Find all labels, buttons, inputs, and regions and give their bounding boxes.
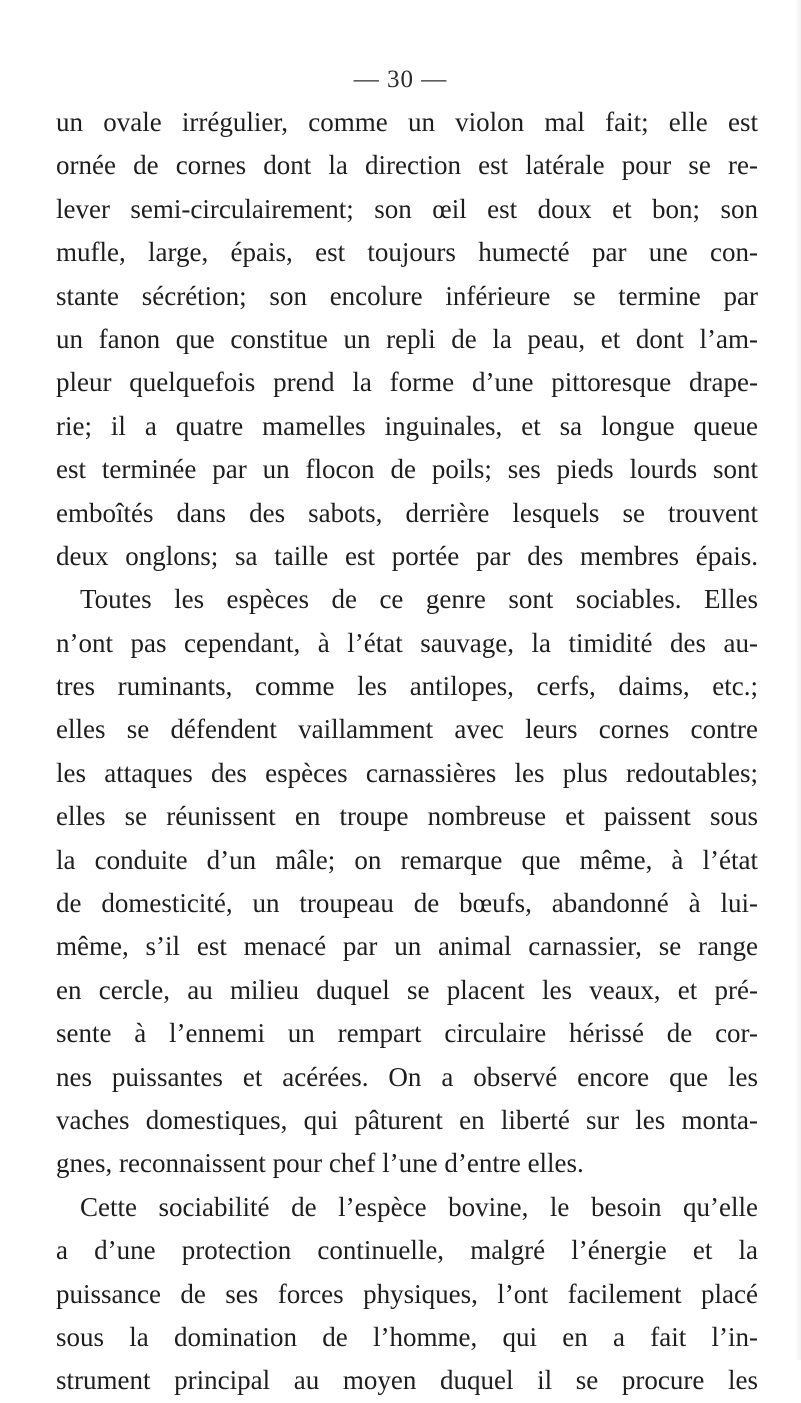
text-line: stante sécrétion; son encolure inférieure se termine par: [56, 280, 758, 311]
paragraph-start-line: Cette sociabilité de l’espèce bovine, le besoin qu’elle: [80, 1191, 758, 1222]
text-line: nes puissantes et acérées. On a observé encore que les: [56, 1061, 758, 1092]
page-edge-shadow: [795, 0, 801, 1360]
text-line: ornée de cornes dont la direction est latérale pour se re-: [56, 150, 758, 181]
text-line: deux onglons; sa taille est portée par des membres épais.: [56, 540, 758, 571]
text-line: les attaques des espèces carnassières les plus redoutables;: [56, 757, 758, 788]
text-line: est terminée par un flocon de poils; ses pieds lourds sont: [56, 454, 758, 485]
text-line: la conduite d’un mâle; on remarque que même, à l’état: [56, 844, 758, 875]
body-text: [56, 101, 758, 1403]
text-line: rie; il a quatre mamelles inguinales, et sa longue queue: [56, 410, 758, 441]
paragraph-start-line: Toutes les espèces de ce genre sont sociables. Elles: [80, 584, 758, 615]
text-line: vaches domestiques, qui pâturent en liberté sur les monta-: [56, 1104, 758, 1135]
text-line: emboîtés dans des sabots, derrière lesquels se trouvent: [56, 497, 758, 528]
text-line: en cercle, au milieu duquel se placent les veaux, et pré-: [56, 974, 758, 1005]
text-line: elles se réunissent en troupe nombreuse et paissent sous: [56, 801, 758, 832]
text-line: un ovale irrégulier, comme un violon mal fait; elle est: [56, 107, 758, 137]
text-line: tres ruminants, comme les antilopes, cerfs, daims, etc.;: [56, 671, 758, 702]
text-line: mufle, large, épais, est toujours humecté par une con-: [56, 237, 758, 268]
text-line: sous la domination de l’homme, qui en a fait l’in-: [56, 1321, 758, 1352]
text-line: même, s’il est menacé par un animal carnassier, se range: [56, 931, 758, 962]
text-line: pleur quelquefois prend la forme d’une pittoresque drape-: [56, 367, 758, 398]
text-line: strument principal au moyen duquel il se procure les: [56, 1365, 758, 1396]
text-line: a d’une protection continuelle, malgré l’énergie et la: [56, 1235, 758, 1266]
text-line: puissance de ses forces physiques, l’ont facilement placé: [56, 1278, 758, 1309]
text-line: de domesticité, un troupeau de bœufs, abandonné à lui-: [56, 888, 758, 919]
text-line: un fanon que constitue un repli de la peau, et dont l’am-: [56, 323, 758, 354]
text-line: lever semi-circulairement; son œil est doux et bon; son: [56, 193, 758, 224]
text-line: elles se défendent vaillamment avec leurs cornes contre: [56, 714, 758, 745]
text-line: n’ont pas cependant, à l’état sauvage, la timidité des au-: [56, 627, 758, 658]
page-number: — 30 —: [353, 66, 448, 93]
text-line: sente à l’ennemi un rempart circulaire hérissé de cor-: [56, 1018, 758, 1049]
paragraph-end-line: gnes, reconnaissent pour chef l’une d’entre elles.: [56, 1148, 584, 1179]
